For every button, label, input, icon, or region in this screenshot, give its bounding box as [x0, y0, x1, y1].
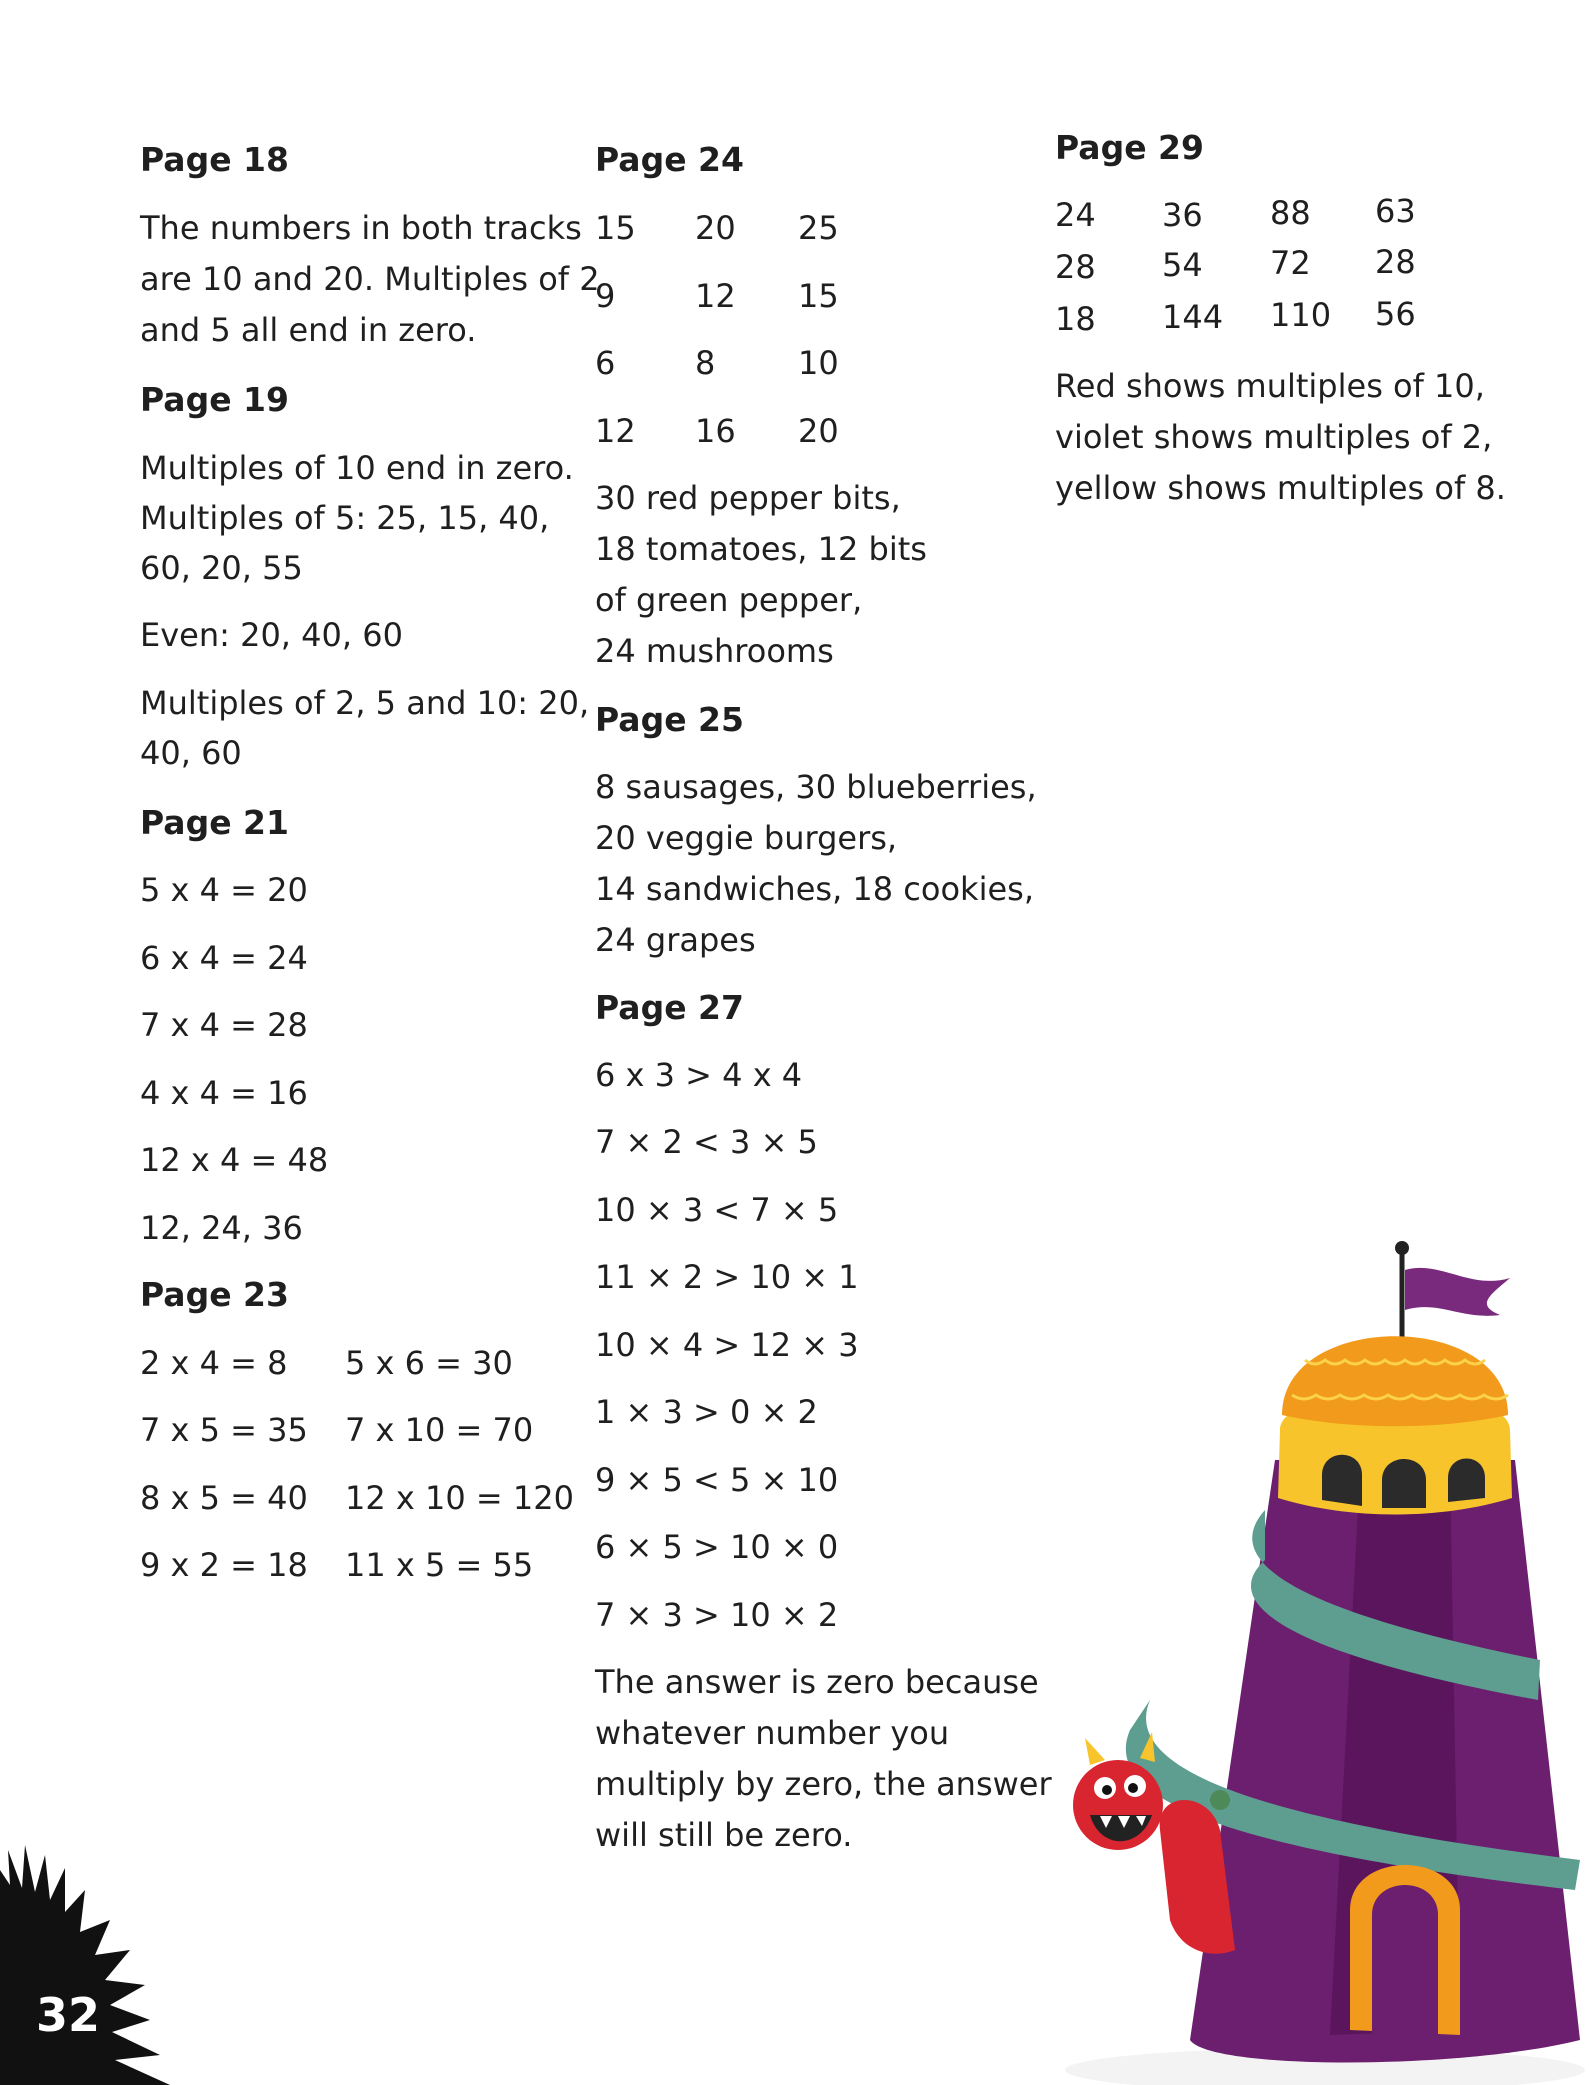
p23-row-1b: 5 x 6 = 30 [345, 1344, 513, 1382]
p29-line-3: yellow shows multiples of 8. [1055, 469, 1506, 507]
p27-para-4: will still be zero. [595, 1816, 853, 1854]
p29-grid-cell: 144 [1162, 298, 1224, 336]
p27-para-1: The answer is zero because [595, 1663, 1039, 1701]
dome-top [1282, 1336, 1508, 1426]
p24-grid-cell: 20 [798, 412, 839, 450]
p24-grid-cell: 20 [695, 209, 736, 247]
p21-line-3: 7 x 4 = 28 [140, 1006, 308, 1044]
heading-page-25: Page 25 [595, 700, 744, 739]
p21-line-1: 5 x 4 = 20 [140, 871, 308, 909]
p19-line-4: Even: 20, 40, 60 [140, 616, 403, 654]
p18-line-1: The numbers in both tracks [140, 209, 582, 247]
p29-grid-cell: 24 [1055, 196, 1096, 234]
p27-line-7: 9 × 5 < 5 × 10 [595, 1461, 839, 1499]
p24-line-4: 24 mushrooms [595, 632, 834, 670]
worm-horn [1085, 1738, 1105, 1765]
p25-line-2: 20 veggie burgers, [595, 819, 898, 857]
p27-para-3: multiply by zero, the answer [595, 1765, 1052, 1803]
tower-window-icon [1382, 1459, 1426, 1508]
worm-pupil [1128, 1783, 1138, 1793]
p21-line-4: 4 x 4 = 16 [140, 1074, 308, 1112]
p29-line-2: violet shows multiples of 2, [1055, 418, 1493, 456]
p24-grid-cell: 6 [595, 344, 616, 382]
p24-grid-cell: 12 [695, 277, 736, 315]
heading-page-21: Page 21 [140, 803, 289, 842]
p21-line-2: 6 x 4 = 24 [140, 939, 308, 977]
p23-row-3b: 12 x 10 = 120 [345, 1479, 574, 1517]
p18-line-2: are 10 and 20. Multiples of 2 [140, 260, 600, 298]
flag-icon [1405, 1268, 1510, 1316]
p19-line-5: Multiples of 2, 5 and 10: 20, [140, 684, 590, 722]
p27-line-3: 10 × 3 < 7 × 5 [595, 1191, 839, 1229]
heading-page-18: Page 18 [140, 140, 289, 179]
heading-page-23: Page 23 [140, 1275, 289, 1314]
p23-row-4a: 9 x 2 = 18 [140, 1546, 308, 1584]
p29-line-1: Red shows multiples of 10, [1055, 367, 1485, 405]
p24-line-3: of green pepper, [595, 581, 863, 619]
p21-line-5: 12 x 4 = 48 [140, 1141, 329, 1179]
p19-line-2: Multiples of 5: 25, 15, 40, [140, 499, 550, 537]
p29-grid-cell: 56 [1375, 295, 1416, 333]
p21-line-6: 12, 24, 36 [140, 1209, 303, 1247]
p23-row-3a: 8 x 5 = 40 [140, 1479, 308, 1517]
p29-grid-cell: 72 [1270, 244, 1311, 282]
p24-grid-cell: 15 [595, 209, 636, 247]
p24-grid-cell: 12 [595, 412, 636, 450]
flag-pole-knob [1395, 1241, 1409, 1255]
p27-line-2: 7 × 2 < 3 × 5 [595, 1123, 818, 1161]
tower-door-inner [1372, 1885, 1438, 2035]
heading-page-27: Page 27 [595, 988, 744, 1027]
p29-grid-cell: 28 [1055, 248, 1096, 286]
p25-line-1: 8 sausages, 30 blueberries, [595, 768, 1037, 806]
blob-shape [0, 1845, 170, 2085]
p27-line-4: 11 × 2 > 10 × 1 [595, 1258, 859, 1296]
p27-line-8: 6 × 5 > 10 × 0 [595, 1528, 839, 1566]
p24-grid-cell: 25 [798, 209, 839, 247]
p25-line-4: 24 grapes [595, 921, 756, 959]
worm-spike [1210, 1790, 1230, 1810]
spiky-blob [0, 1840, 190, 2085]
p29-grid-cell: 63 [1375, 192, 1416, 230]
p29-grid-cell: 18 [1055, 300, 1096, 338]
p19-line-1: Multiples of 10 end in zero. [140, 449, 574, 487]
p24-line-1: 30 red pepper bits, [595, 479, 901, 517]
p27-line-5: 10 × 4 > 12 × 3 [595, 1326, 859, 1364]
p24-grid-cell: 9 [595, 277, 616, 315]
p29-grid-cell: 54 [1162, 246, 1203, 284]
p25-line-3: 14 sandwiches, 18 cookies, [595, 870, 1034, 908]
p24-grid-cell: 8 [695, 344, 716, 382]
tower-window-icon [1448, 1459, 1485, 1503]
p29-grid-cell: 28 [1375, 243, 1416, 281]
p27-line-9: 7 × 3 > 10 × 2 [595, 1596, 839, 1634]
p24-grid-cell: 15 [798, 277, 839, 315]
p27-line-6: 1 × 3 > 0 × 2 [595, 1393, 818, 1431]
p23-row-4b: 11 x 5 = 55 [345, 1546, 534, 1584]
tower-window-icon [1322, 1455, 1362, 1506]
p27-para-2: whatever number you [595, 1714, 950, 1752]
worm-pupil [1102, 1785, 1112, 1795]
p19-line-6: 40, 60 [140, 734, 242, 772]
heading-page-24: Page 24 [595, 140, 744, 179]
page-number: 32 [36, 1988, 101, 2042]
p18-line-3: and 5 all end in zero. [140, 311, 477, 349]
tower-illustration [1060, 1230, 1589, 2085]
p23-row-2b: 7 x 10 = 70 [345, 1411, 534, 1449]
p29-grid-cell: 88 [1270, 194, 1311, 232]
p27-line-1: 6 x 3 > 4 x 4 [595, 1056, 803, 1094]
p29-grid-cell: 36 [1162, 196, 1203, 234]
heading-page-19: Page 19 [140, 380, 289, 419]
p23-row-1a: 2 x 4 = 8 [140, 1344, 288, 1382]
p19-line-3: 60, 20, 55 [140, 549, 303, 587]
p23-row-2a: 7 x 5 = 35 [140, 1411, 308, 1449]
p29-grid-cell: 110 [1270, 296, 1332, 334]
p24-grid-cell: 16 [695, 412, 736, 450]
p24-line-2: 18 tomatoes, 12 bits [595, 530, 927, 568]
p24-grid-cell: 10 [798, 344, 839, 382]
heading-page-29: Page 29 [1055, 128, 1204, 167]
